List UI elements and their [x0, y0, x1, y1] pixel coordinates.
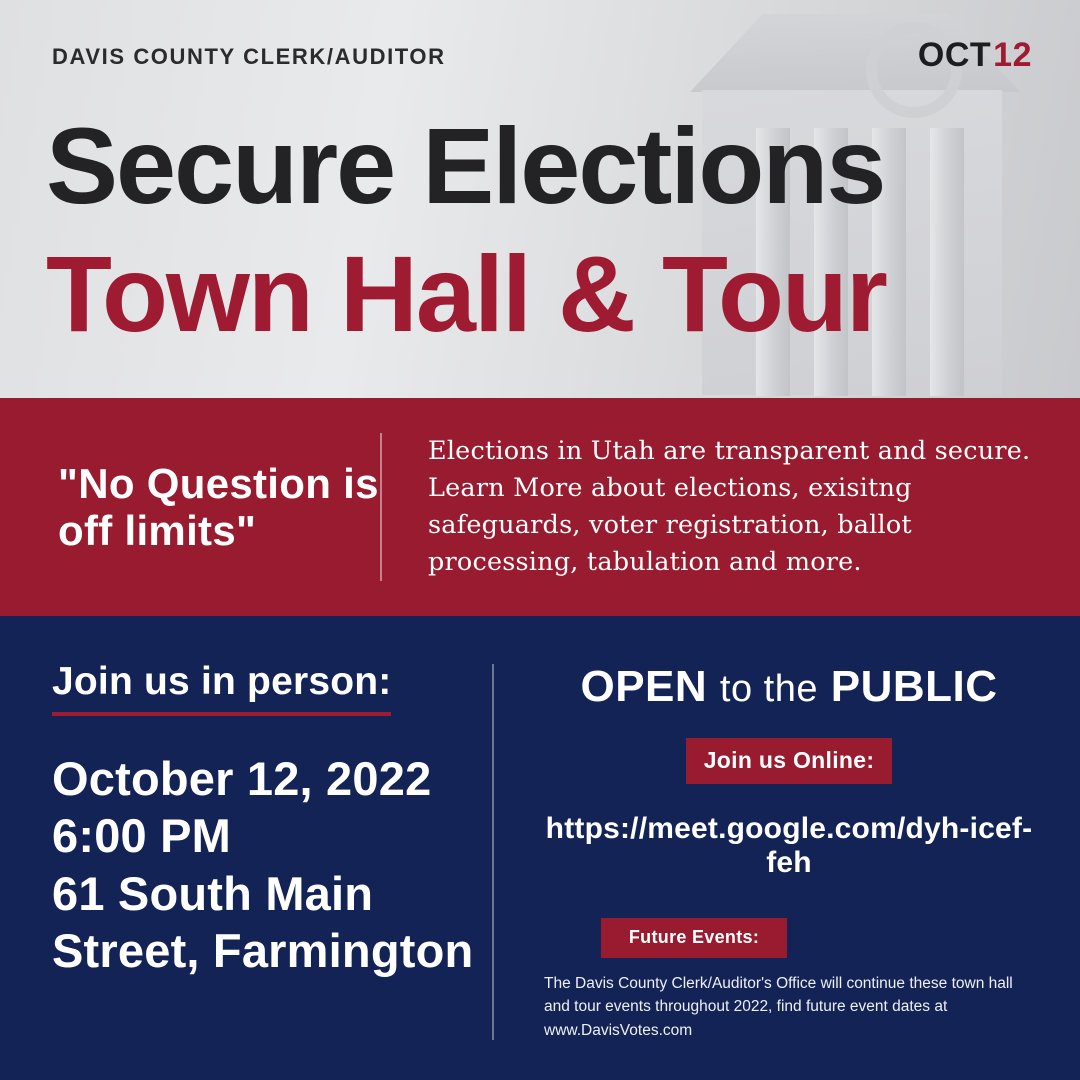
- building-column-icon: [930, 128, 964, 396]
- online-column: [494, 616, 1080, 1080]
- page-title-line-2: Town Hall & Tour: [46, 233, 886, 354]
- date-badge-month: OCT: [917, 36, 992, 74]
- in-person-column: [0, 616, 492, 1080]
- event-details: [52, 750, 492, 979]
- quote-band: [0, 398, 1080, 616]
- open-middle-words: to the: [719, 668, 818, 710]
- event-time: 6:00 PM: [52, 809, 232, 863]
- future-events-badge: Future Events:: [601, 918, 787, 958]
- poster-header: [0, 0, 1080, 398]
- join-online-badge: Join us Online:: [686, 738, 893, 784]
- public-word: PUBLIC: [830, 662, 998, 711]
- open-word: OPEN: [580, 662, 708, 711]
- date-badge: [918, 36, 1032, 75]
- event-address-line-2: Street, Farmington: [52, 923, 474, 977]
- meeting-url-link[interactable]: https://meet.google.com/dyh-icef-feh: [545, 812, 1033, 879]
- page-title-line-1: Secure Elections: [46, 105, 885, 226]
- future-events-text: The Davis County Clerk/Auditor's Office will continue these town hall and tour events throughout 2022, find future event dates at www.DavisVotes.com: [544, 975, 1013, 1039]
- open-to-public-line: [538, 662, 1040, 712]
- event-address-line-1: 61 South Main: [52, 866, 374, 920]
- in-person-heading: Join us in person:: [52, 660, 391, 716]
- date-badge-day: 12: [993, 36, 1032, 74]
- details-section: [0, 616, 1080, 1080]
- description-text: Elections in Utah are transparent and secure. Learn More about elections, exisitng safeguards, voter registration, ballot processing, tabulation and more.: [428, 435, 1031, 578]
- vertical-divider: [380, 433, 382, 581]
- organization-name: DAVIS COUNTY CLERK/AUDITOR: [52, 44, 446, 69]
- quote-text: "No Question is off limits": [58, 459, 379, 554]
- event-date: October 12, 2022: [52, 752, 432, 805]
